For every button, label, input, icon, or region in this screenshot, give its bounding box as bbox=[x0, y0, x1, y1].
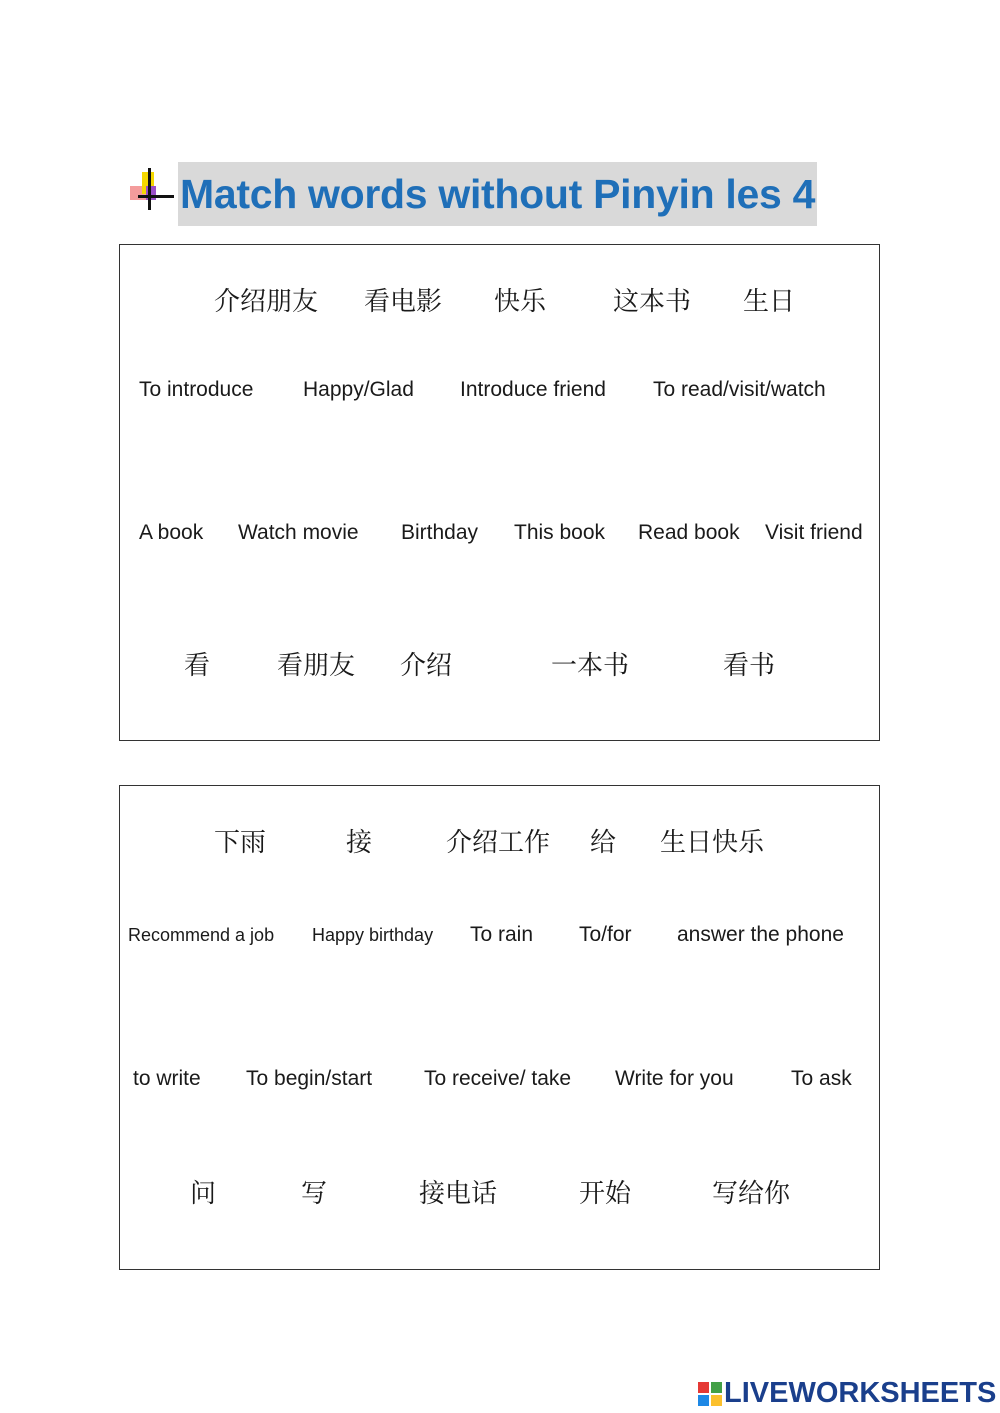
word-card[interactable]: Happy birthday bbox=[312, 925, 434, 945]
word-card[interactable]: To/for bbox=[579, 923, 632, 946]
matching-box-2 bbox=[119, 785, 880, 1270]
word-card[interactable]: To introduce bbox=[139, 378, 254, 401]
word-card[interactable]: Introduce friend bbox=[460, 378, 606, 401]
word-card[interactable]: 下雨 bbox=[214, 828, 267, 858]
brand-name: LIVEWORKSHEETS bbox=[724, 1377, 997, 1409]
word-card[interactable]: Write for you bbox=[615, 1067, 734, 1090]
word-card[interactable]: 快乐 bbox=[494, 287, 547, 317]
word-card[interactable]: Happy/Glad bbox=[303, 378, 414, 401]
word-card[interactable]: 给 bbox=[590, 828, 617, 858]
word-card[interactable]: 介绍朋友 bbox=[214, 287, 319, 317]
word-card[interactable]: To receive/ take bbox=[424, 1067, 572, 1090]
word-card[interactable]: 看 bbox=[184, 651, 211, 681]
word-card[interactable]: 问 bbox=[190, 1179, 217, 1209]
word-card[interactable]: 这本书 bbox=[613, 287, 692, 317]
word-card[interactable]: to write bbox=[133, 1067, 201, 1090]
word-card[interactable]: answer the phone bbox=[677, 923, 844, 946]
word-card[interactable]: 生日 bbox=[743, 287, 796, 317]
word-card[interactable]: A book bbox=[139, 521, 204, 544]
word-card[interactable]: To ask bbox=[791, 1067, 852, 1090]
word-card[interactable]: To rain bbox=[470, 923, 534, 946]
word-card[interactable]: 接电话 bbox=[419, 1179, 498, 1209]
word-card[interactable]: 生日快乐 bbox=[660, 828, 765, 858]
word-card[interactable]: 写 bbox=[301, 1179, 328, 1209]
word-card[interactable]: Visit friend bbox=[765, 521, 863, 544]
word-card[interactable]: 看书 bbox=[723, 651, 776, 681]
word-card[interactable]: 接 bbox=[346, 828, 373, 858]
word-card[interactable]: Watch movie bbox=[238, 521, 359, 544]
word-card[interactable]: 写给你 bbox=[712, 1179, 791, 1209]
word-card[interactable]: 开始 bbox=[579, 1179, 632, 1209]
word-card[interactable]: To begin/start bbox=[246, 1067, 373, 1090]
word-card[interactable]: 看朋友 bbox=[277, 651, 356, 681]
liveworksheets-logo-icon bbox=[697, 1381, 723, 1407]
word-card[interactable]: Birthday bbox=[401, 521, 479, 544]
matching-box-1 bbox=[119, 244, 880, 741]
word-card[interactable]: 介绍工作 bbox=[446, 828, 551, 858]
cross-bullet-icon bbox=[128, 166, 178, 214]
word-card[interactable]: This book bbox=[514, 521, 606, 544]
word-card[interactable]: 一本书 bbox=[551, 651, 630, 681]
word-card[interactable]: 介绍 bbox=[400, 651, 453, 681]
word-card[interactable]: Read book bbox=[638, 521, 740, 544]
page-title: Match words without Pinyin les 4 bbox=[178, 162, 817, 226]
word-card[interactable]: Recommend a job bbox=[128, 925, 275, 945]
word-card[interactable]: To read/visit/watch bbox=[653, 378, 826, 401]
word-card[interactable]: 看电影 bbox=[364, 287, 443, 317]
